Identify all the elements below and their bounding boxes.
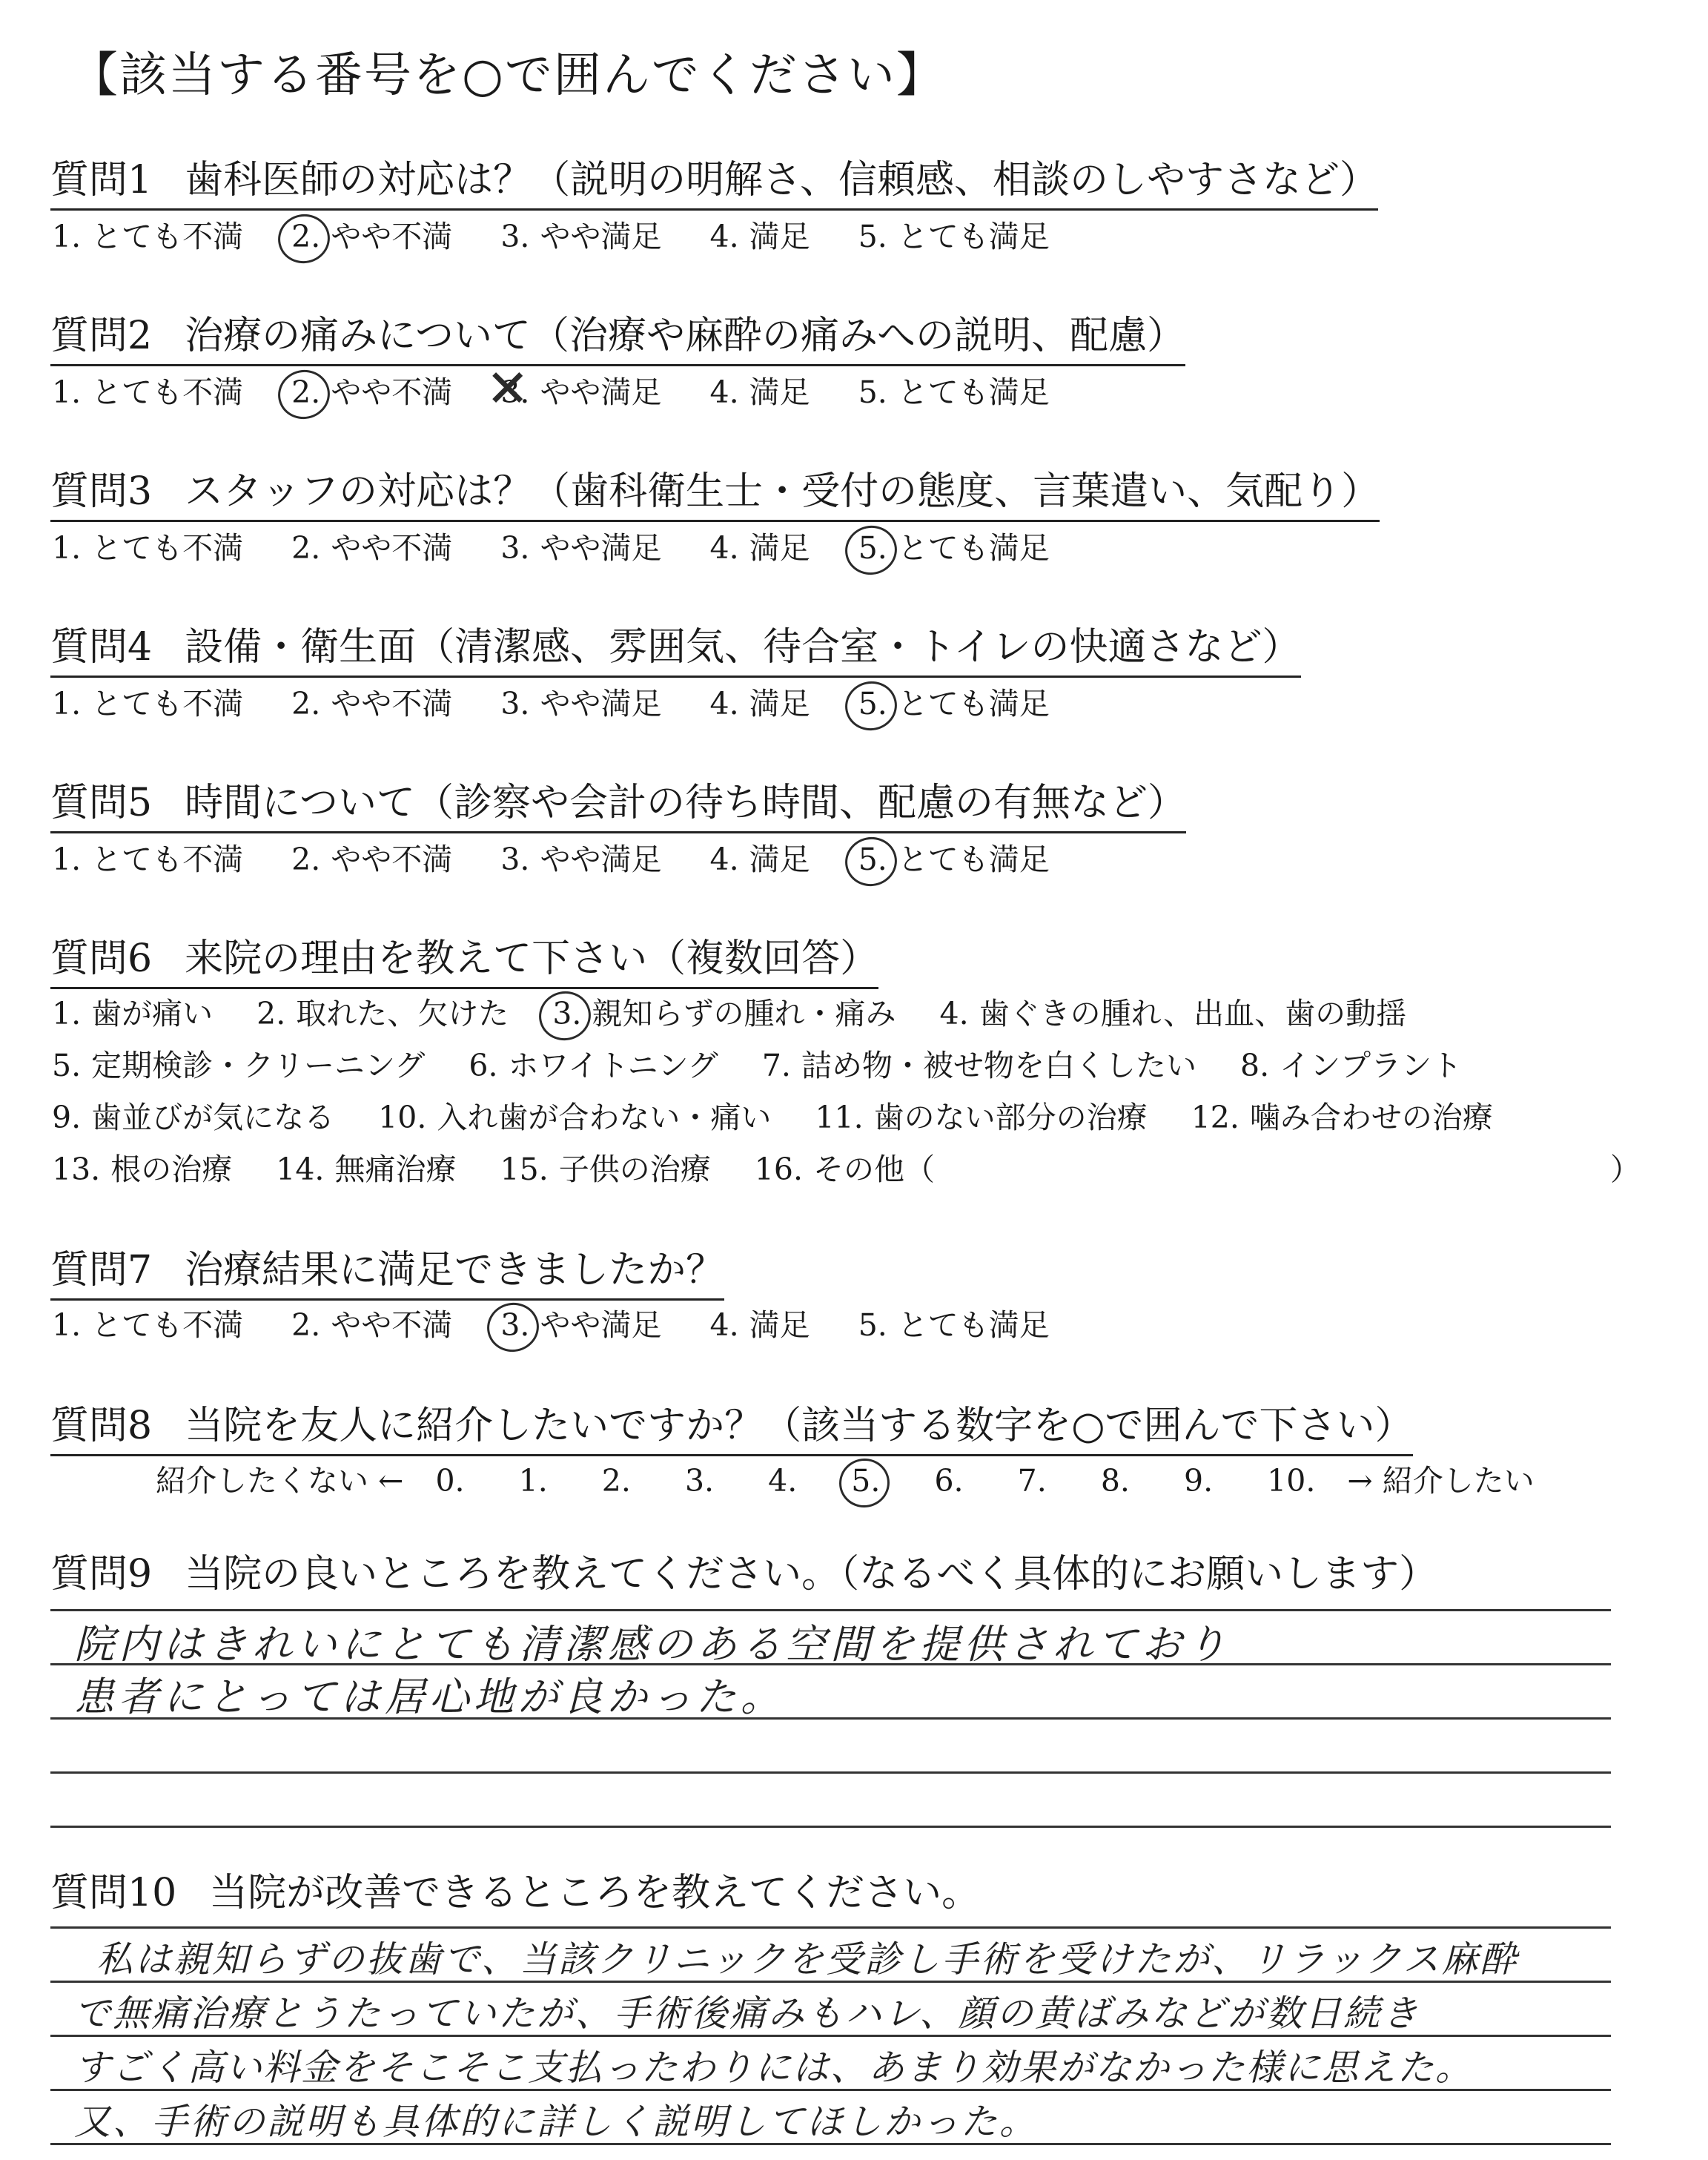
scale-left-label: 紹介したくない ← bbox=[156, 1463, 404, 1499]
q1-option-4[interactable]: 4. 満足 bbox=[709, 219, 810, 254]
question-5-heading bbox=[50, 771, 1186, 833]
recommend-scale bbox=[156, 1456, 1535, 1500]
q5-option-5[interactable]: 5. とても満足 bbox=[858, 842, 1050, 877]
scale-value-5[interactable]: 5. bbox=[851, 1463, 881, 1499]
question-7-text: 治療結果に満足できましたか？ bbox=[185, 1248, 725, 1292]
q2-option-5[interactable]: 5. とても満足 bbox=[858, 374, 1050, 410]
q2-option-2[interactable]: 2. やや不満 bbox=[291, 374, 453, 410]
question-5-text: 時間について（診察や会計の待ち時間、配慮の有無など） bbox=[185, 781, 1187, 825]
question-6-text: 来院の理由を教えて下さい（複数回答） bbox=[185, 937, 879, 981]
question-3-text: スタッフの対応は？（歯科衛生士・受付の態度、言葉遣い、気配り） bbox=[185, 469, 1380, 514]
q5-option-4[interactable]: 4. 満足 bbox=[709, 842, 810, 877]
scale-value-0[interactable]: 0. bbox=[435, 1463, 465, 1499]
question-7-label: 質問7 bbox=[50, 1248, 153, 1292]
q10-handwritten-line-2: で無痛治療とうたっていたが、手術後痛みもハレ、顔の黄ばみなどが数日続き bbox=[74, 1992, 1421, 2035]
q6-option-7[interactable]: 7. 詰め物・被せ物を白くしたい bbox=[761, 1048, 1196, 1083]
question-6-row-1 bbox=[52, 989, 1440, 1033]
question-1-label: 質問1 bbox=[50, 158, 153, 202]
question-4-text: 設備・衛生面（清潔感、雰囲気、待合室・トイレの快適さなど） bbox=[185, 625, 1301, 670]
q10-handwritten-line-3: すごく高い料金をそこそこ支払ったわりには、あまり効果がなかった様に思えた。 bbox=[74, 2047, 1474, 2089]
q6-option-2[interactable]: 2. 取れた、欠けた bbox=[256, 996, 509, 1031]
q9-answer-line-4 bbox=[50, 1771, 1611, 1774]
scale-value-9[interactable]: 9. bbox=[1183, 1463, 1214, 1499]
question-9-text: 当院の良いところを教えてください。（なるべく具体的にお願いします） bbox=[185, 1552, 1438, 1596]
question-5-label: 質問5 bbox=[50, 781, 153, 825]
q4-option-3[interactable]: 3. やや満足 bbox=[500, 686, 662, 721]
q6-option-12[interactable]: 12. 噛み合わせの治療 bbox=[1191, 1100, 1493, 1135]
question-2-options bbox=[52, 368, 1088, 412]
q10-handwritten-line-1: 私は親知らずの抜歯で、当該クリニックを受診し手術を受けたが、リラックス麻酔 bbox=[96, 1938, 1519, 1981]
q7-option-2[interactable]: 2. やや不満 bbox=[291, 1307, 453, 1343]
scale-value-10[interactable]: 10. bbox=[1267, 1463, 1316, 1499]
question-6-row-2 bbox=[52, 1041, 1496, 1085]
q3-option-4[interactable]: 4. 満足 bbox=[709, 530, 810, 566]
q6-option-16[interactable]: 16. その他（ bbox=[754, 1152, 936, 1187]
question-2-heading bbox=[50, 304, 1185, 366]
q6-option-13[interactable]: 13. 根の治療 bbox=[52, 1152, 233, 1187]
scale-value-7[interactable]: 7. bbox=[1017, 1463, 1047, 1499]
question-3-heading bbox=[50, 460, 1380, 522]
question-10-heading bbox=[50, 1861, 980, 1921]
question-10-text: 当院が改善できるところを教えてください。 bbox=[209, 1871, 981, 1915]
question-9-label: 質問9 bbox=[50, 1552, 153, 1596]
question-1-options bbox=[52, 212, 1088, 256]
question-6-row-4 bbox=[52, 1145, 969, 1189]
q4-option-4[interactable]: 4. 満足 bbox=[709, 686, 810, 721]
question-2-label: 質問2 bbox=[50, 314, 153, 358]
scale-right-label: → 紹介したい bbox=[1347, 1463, 1535, 1499]
q5-option-3[interactable]: 3. やや満足 bbox=[500, 842, 662, 877]
question-6-label: 質問6 bbox=[50, 937, 153, 981]
q10-handwritten-line-4: 又、手術の説明も具体的に詳しく説明してほしかった。 bbox=[74, 2101, 1039, 2143]
scale-value-3[interactable]: 3. bbox=[684, 1463, 715, 1499]
q3-option-5[interactable]: 5. とても満足 bbox=[858, 530, 1050, 566]
q6-option-5[interactable]: 5. 定期検診・クリーニング bbox=[52, 1048, 426, 1083]
scale-value-1[interactable]: 1. bbox=[518, 1463, 548, 1499]
q7-option-4[interactable]: 4. 満足 bbox=[709, 1307, 810, 1343]
q3-option-1[interactable]: 1. とても不満 bbox=[52, 530, 244, 566]
q5-option-1[interactable]: 1. とても不満 bbox=[52, 842, 244, 877]
question-8-heading bbox=[50, 1394, 1413, 1456]
q9-answer-line-1 bbox=[50, 1609, 1611, 1611]
q4-option-5[interactable]: 5. とても満足 bbox=[858, 686, 1050, 721]
q7-option-3[interactable]: 3. やや満足 bbox=[500, 1307, 662, 1343]
q6-option-6[interactable]: 6. ホワイトニング bbox=[469, 1048, 718, 1083]
q2-option-3[interactable]: ✕ 3. やや満足 bbox=[500, 368, 661, 412]
q6-option-8[interactable]: 8. インプラント bbox=[1240, 1048, 1463, 1083]
q7-option-1[interactable]: 1. とても不満 bbox=[52, 1307, 244, 1343]
q2-option-1[interactable]: 1. とても不満 bbox=[52, 374, 244, 410]
question-4-label: 質問4 bbox=[50, 625, 153, 670]
q10-answer-line-1 bbox=[50, 1926, 1611, 1929]
scale-value-2[interactable]: 2. bbox=[601, 1463, 631, 1499]
q6-option-1[interactable]: 1. 歯が痛い bbox=[52, 996, 214, 1031]
q9-answer-line-5 bbox=[50, 1826, 1611, 1828]
question-7-heading bbox=[50, 1238, 724, 1301]
q3-option-3[interactable]: 3. やや満足 bbox=[500, 530, 662, 566]
question-2-text: 治療の痛みについて（治療や麻酔の痛みへの説明、配慮） bbox=[185, 314, 1186, 358]
q6-option-11[interactable]: 11. 歯のない部分の治療 bbox=[815, 1100, 1148, 1135]
question-1-text: 歯科医師の対応は？（説明の明解さ、信頼感、相談のしやすさなど） bbox=[185, 158, 1379, 202]
q6-option-10[interactable]: 10. 入れ歯が合わない・痛い bbox=[378, 1100, 772, 1135]
q7-option-5[interactable]: 5. とても満足 bbox=[858, 1307, 1050, 1343]
q9-handwritten-line-2: 患者にとっては居心地が良かった。 bbox=[74, 1674, 785, 1720]
question-4-heading bbox=[50, 615, 1301, 678]
question-7-options bbox=[52, 1301, 1088, 1344]
question-4-options bbox=[52, 679, 1088, 723]
question-8-label: 質問8 bbox=[50, 1404, 153, 1448]
q1-option-1[interactable]: 1. とても不満 bbox=[52, 219, 244, 254]
scale-value-8[interactable]: 8. bbox=[1100, 1463, 1130, 1499]
question-8-text: 当院を友人に紹介したいですか？（該当する数字を○で囲んで下さい） bbox=[185, 1404, 1414, 1448]
q6-option-3[interactable]: 3. 親知らずの腫れ・痛み bbox=[552, 996, 896, 1031]
question-3-label: 質問3 bbox=[50, 469, 153, 514]
q6-other-close: ） bbox=[1610, 1152, 1641, 1187]
question-9-heading bbox=[50, 1542, 1437, 1602]
q1-option-5[interactable]: 5. とても満足 bbox=[858, 219, 1050, 254]
q1-option-2[interactable]: 2. やや不満 bbox=[291, 219, 453, 254]
question-1-heading bbox=[50, 148, 1378, 211]
q9-handwritten-line-1: 院内はきれいにとても清潔感のある空間を提供されており bbox=[74, 1621, 1231, 1668]
q3-option-2[interactable]: 2. やや不満 bbox=[291, 530, 453, 566]
q4-option-1[interactable]: 1. とても不満 bbox=[52, 686, 244, 721]
q2-option-4[interactable]: 4. 満足 bbox=[709, 374, 810, 410]
q4-option-2[interactable]: 2. やや不満 bbox=[291, 686, 453, 721]
q6-option-9[interactable]: 9. 歯並びが気になる bbox=[52, 1100, 335, 1135]
q5-option-2[interactable]: 2. やや不満 bbox=[291, 842, 453, 877]
scale-value-4[interactable]: 4. bbox=[768, 1463, 798, 1499]
question-6-row-3 bbox=[52, 1093, 1527, 1137]
q6-option-4[interactable]: 4. 歯ぐきの腫れ、出血、歯の動揺 bbox=[939, 996, 1407, 1031]
q6-option-14[interactable]: 14. 無痛治療 bbox=[276, 1152, 457, 1187]
question-6-heading bbox=[50, 927, 878, 989]
page-title: 【該当する番号を○で囲んでください】 bbox=[70, 48, 945, 103]
question-10-label: 質問10 bbox=[50, 1871, 177, 1915]
question-3-options bbox=[52, 524, 1088, 567]
scale-value-6[interactable]: 6. bbox=[934, 1463, 964, 1499]
q6-option-15[interactable]: 15. 子供の治療 bbox=[500, 1152, 711, 1187]
question-5-options bbox=[52, 835, 1088, 879]
q1-option-3[interactable]: 3. やや満足 bbox=[500, 219, 662, 254]
